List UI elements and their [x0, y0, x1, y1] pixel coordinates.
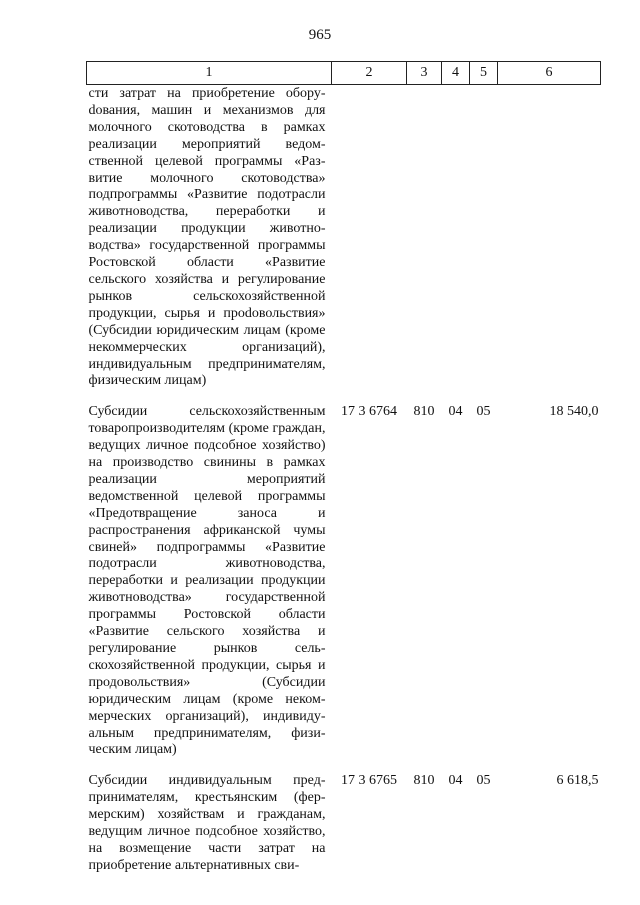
row-amount [498, 85, 601, 401]
row-section [442, 85, 470, 401]
column-header-1: 1 [87, 62, 332, 85]
page-number: 965 [308, 27, 332, 43]
row-subsection [470, 85, 498, 401]
row-subsection: 05 [476, 404, 491, 420]
column-header-2: 2 [332, 62, 407, 85]
budget-table [86, 61, 601, 875]
row-section: 04 [448, 773, 463, 789]
table-header [87, 62, 601, 85]
row-target-code [332, 85, 407, 401]
column-header-6: 6 [498, 62, 601, 85]
row-expense-type: 810 [413, 404, 435, 420]
row-target-code: 17 3 6765 [341, 773, 397, 789]
table-row [87, 85, 601, 401]
column-header-3: 3 [407, 62, 442, 85]
row-description: Субсидии индивидуальным предпринимателям, крестьянским (фермерским) хозяйствам и гражданам, ведущим личное подсобное хозяйство, на возмещение части затрат на приобретение альтернативных сви- [88, 773, 326, 873]
column-header-4: 4 [442, 62, 470, 85]
table-row [87, 400, 601, 769]
row-target-code: 17 3 6764 [341, 404, 397, 420]
row-section: 04 [448, 404, 463, 420]
row-amount: 6 618,5 [556, 773, 599, 789]
table-body [87, 85, 601, 875]
row-expense-type [407, 85, 442, 401]
row-description: сти затрат на приобретение оборуdования, машин и механизмов для молочного скотоводства в рамках реализации мероприятий ведомственной целевой программы «Развитие молочного скотоводства» подпрограммы «Развитие подотрасли животноводства, переработки и реализации продукции животноводства» государственной программы Ростовской области «Развитие сельского хозяйства и регулирование рынков сельскохозяйственной продукции, сырья и проdовольствия» (Субсидии юридическим лицам (кроме некоммерческих организаций), индивидуальным предпринимателям, физическим лицам) [88, 86, 326, 389]
column-header-5: 5 [470, 62, 498, 85]
row-description: Субсидии сельскохозяйственным товаропроизводителям (кроме граждан, ведущих личное подсобное хозяйство) на производство свинины в рамках реализации мероприятий ведомственной целевой программы «Предотвращение заноса и распространения африканской чумы свиней» подпрограммы «Развитие подотрасли животноводства, переработки и реализации продукции животноводства» государственной программы Ростовской области «Развитие сельского хозяйства и регулирование рынков сельскохозяйственной продукции, сырья и продовольствия» (Субсидии юридическим лицам (кроме некоммерческих организаций), индивидуальным предпринимателям, физическим лицам) [88, 404, 326, 758]
row-subsection: 05 [476, 773, 491, 789]
header-row [87, 62, 601, 85]
table-row [87, 769, 601, 874]
row-amount: 18 540,0 [549, 404, 599, 420]
row-expense-type: 810 [413, 773, 435, 789]
